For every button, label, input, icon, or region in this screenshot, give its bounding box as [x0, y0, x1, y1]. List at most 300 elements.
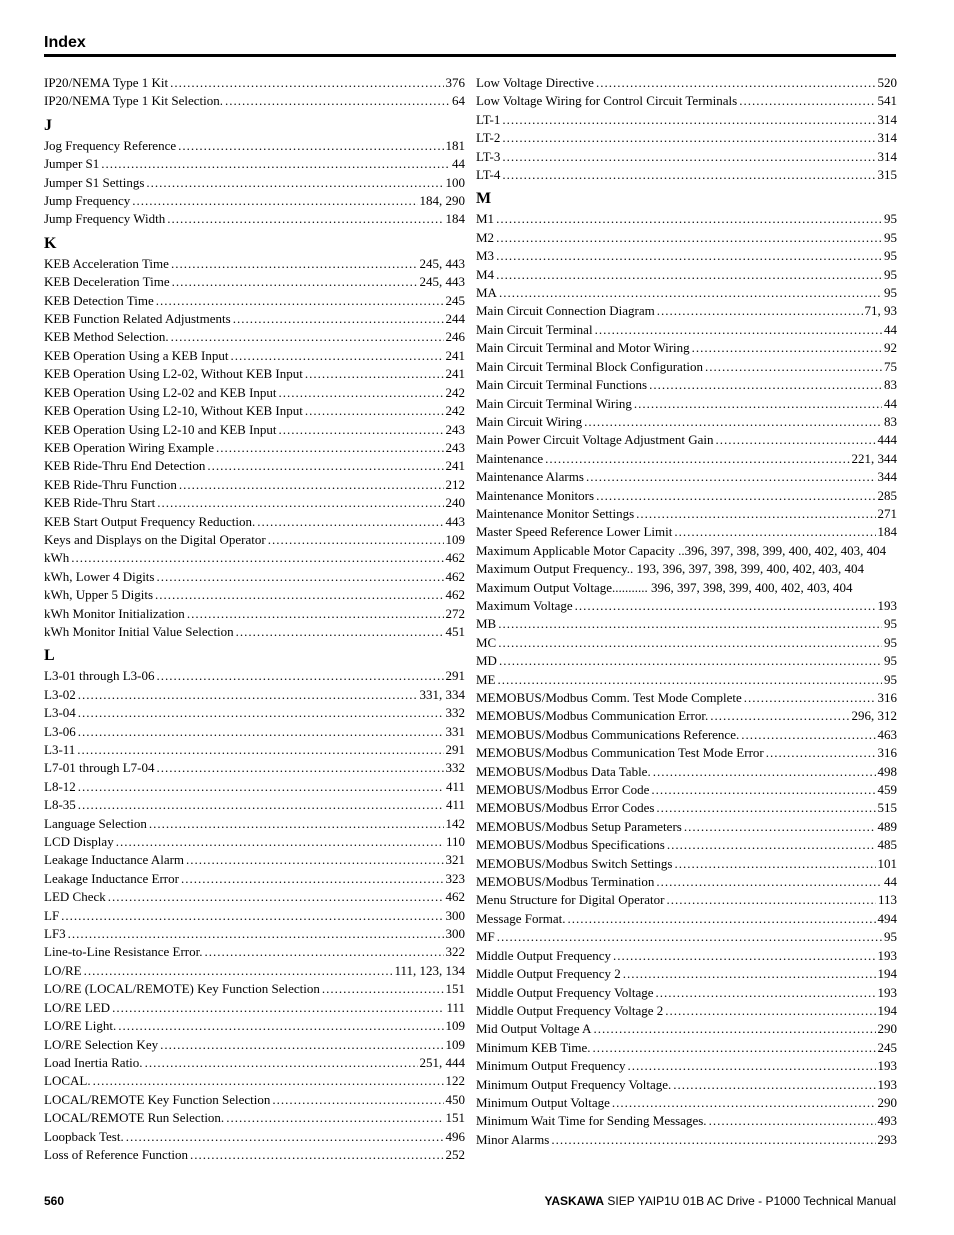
index-term: Middle Output Frequency Voltage — [476, 984, 654, 1000]
index-pages: 246 — [445, 329, 465, 345]
dot-leader — [268, 531, 444, 549]
index-term: Maintenance Monitors — [476, 487, 595, 503]
index-pages: 243 — [445, 421, 465, 437]
index-term: LO/RE Selection Key — [44, 1036, 159, 1052]
dot-leader — [112, 999, 444, 1017]
index-pages: 194 — [877, 1002, 897, 1018]
index-entry — [44, 1091, 465, 1109]
index-entry — [44, 292, 465, 310]
dot-leader — [715, 431, 875, 449]
index-entry — [476, 468, 897, 486]
index-pages: 293 — [877, 1131, 897, 1147]
dot-leader — [593, 1020, 875, 1038]
index-entry — [44, 999, 465, 1017]
dot-leader — [279, 384, 444, 402]
index-entry — [476, 836, 897, 854]
index-term: LT-3 — [476, 148, 501, 164]
dot-leader — [502, 166, 875, 184]
index-pages: 100 — [445, 174, 465, 190]
index-column-right — [476, 74, 897, 1149]
index-entry — [44, 549, 465, 567]
index-term: Minimum Output Frequency Voltage. — [476, 1076, 672, 1092]
index-pages: 321 — [445, 852, 465, 868]
index-entry — [44, 741, 465, 759]
index-term: Main Circuit Wiring — [476, 413, 583, 429]
dot-leader — [628, 1057, 876, 1075]
index-term: Jumper S1 — [44, 156, 100, 172]
index-pages: 95 — [884, 211, 897, 227]
dot-leader — [657, 302, 863, 320]
index-pages: 494 — [877, 910, 897, 926]
index-term: Jog Frequency Reference — [44, 137, 177, 153]
index-entry — [44, 943, 465, 961]
dot-leader — [167, 210, 443, 228]
dot-leader — [77, 741, 443, 759]
index-pages: 151 — [445, 981, 465, 997]
index-entry — [44, 384, 465, 402]
index-entry — [44, 1128, 465, 1146]
index-pages: 242 — [445, 403, 465, 419]
index-term: kWh, Upper 5 Digits — [44, 587, 154, 603]
index-pages: 240 — [445, 495, 465, 511]
index-pages: 194 — [877, 966, 897, 982]
index-entry — [476, 781, 897, 799]
index-pages: 212 — [445, 476, 465, 492]
index-term: Jump Frequency Width — [44, 211, 166, 227]
index-pages: 463 — [877, 726, 897, 742]
index-entry — [44, 92, 465, 110]
index-pages: 101 — [877, 855, 897, 871]
dot-leader — [705, 358, 882, 376]
index-pages: 193 — [877, 1076, 897, 1092]
index-entry — [476, 1131, 897, 1149]
dot-leader — [499, 652, 882, 670]
dot-leader — [674, 523, 875, 541]
index-term: M3 — [476, 248, 495, 264]
dot-leader — [68, 925, 444, 943]
index-entry — [476, 910, 897, 928]
index-entry — [476, 818, 897, 836]
index-term: Message Format. — [476, 910, 566, 926]
dot-leader — [145, 1054, 418, 1072]
index-pages: 451 — [445, 623, 465, 639]
index-term: LF3 — [44, 926, 66, 942]
dot-leader — [502, 148, 875, 166]
index-pages: 95 — [884, 229, 897, 245]
dot-leader — [226, 1109, 443, 1127]
index-term: LO/RE LED — [44, 999, 111, 1015]
index-entry — [44, 273, 465, 291]
index-term: KEB Ride-Thru Start — [44, 495, 156, 511]
dot-leader — [656, 984, 876, 1002]
dot-leader — [187, 605, 444, 623]
index-pages: 241 — [445, 366, 465, 382]
dot-leader — [101, 155, 450, 173]
dot-leader — [709, 1112, 876, 1130]
dot-leader — [172, 273, 418, 291]
index-pages: 109 — [445, 1036, 465, 1052]
index-entry — [476, 1094, 897, 1112]
index-entry — [44, 851, 465, 869]
manual-footer — [544, 1194, 896, 1208]
index-entry — [476, 873, 897, 891]
index-term: L8-35 — [44, 797, 76, 813]
index-term: KEB Operation Using a KEB Input — [44, 347, 229, 363]
index-entry — [476, 1020, 897, 1038]
index-pages: 92 — [884, 340, 897, 356]
dot-leader — [61, 907, 443, 925]
index-entry — [44, 888, 465, 906]
index-entry — [476, 523, 897, 541]
index-term: Keys and Displays on the Digital Operator — [44, 531, 266, 547]
index-term: L8-12 — [44, 778, 76, 794]
dot-leader — [595, 321, 882, 339]
index-pages: 314 — [877, 148, 897, 164]
index-entry — [476, 487, 897, 505]
index-entry — [44, 531, 465, 549]
index-pages: 291 — [445, 742, 465, 757]
index-pages: 462 — [445, 889, 465, 905]
index-term: KEB Operation Using L2-02, Without KEB Input — [44, 366, 303, 382]
index-entry — [44, 402, 465, 420]
index-entry — [44, 796, 465, 814]
index-term: M4 — [476, 266, 495, 282]
index-term: MA — [476, 285, 497, 301]
dot-leader — [651, 781, 875, 799]
dot-leader — [155, 586, 443, 604]
dot-leader — [156, 667, 443, 685]
index-term: Minimum Output Frequency — [476, 1058, 626, 1074]
index-term: Main Circuit Terminal Block Configuration — [476, 358, 704, 374]
index-term: IP20/NEMA Type 1 Kit — [44, 75, 169, 90]
index-term: KEB Acceleration Time — [44, 255, 169, 271]
index-pages: 462 — [445, 550, 465, 566]
index-entry — [44, 1017, 465, 1035]
index-term: KEB Detection Time — [44, 292, 154, 308]
index-pages: 95 — [884, 929, 897, 945]
index-entry — [476, 763, 897, 781]
index-pages: 443 — [445, 513, 465, 529]
dot-leader — [673, 1076, 875, 1094]
index-pages: 444 — [877, 432, 897, 448]
index-entry — [44, 255, 465, 273]
index-pages: 285 — [877, 487, 897, 503]
dot-leader — [596, 74, 876, 92]
index-entry — [476, 726, 897, 744]
section-title: Index — [44, 34, 86, 51]
index-pages: 316 — [877, 745, 897, 761]
index-term: MEMOBUS/Modbus Error Codes — [476, 800, 655, 816]
index-term: LOCAL/REMOTE Run Selection. — [44, 1110, 225, 1126]
dot-leader — [116, 833, 444, 851]
index-term: KEB Ride-Thru Function — [44, 476, 177, 492]
index-term: Maintenance Alarms — [476, 469, 584, 485]
dot-leader — [665, 1002, 875, 1020]
index-entry — [476, 1002, 897, 1020]
dot-leader — [108, 888, 444, 906]
index-pages: 462 — [445, 568, 465, 584]
index-pages: 271 — [877, 505, 897, 521]
index-term: kWh — [44, 550, 70, 566]
index-column-left — [44, 74, 465, 1164]
index-pages: 83 — [884, 377, 897, 393]
index-term: Loss of Reference Function — [44, 1146, 189, 1162]
index-term: MB — [476, 616, 497, 632]
index-pages: 411 — [445, 778, 465, 794]
index-term: Jump Frequency — [44, 193, 131, 209]
dot-leader — [649, 376, 882, 394]
index-pages: 300 — [445, 907, 465, 923]
index-entry — [476, 395, 897, 413]
index-pages: 300 — [445, 926, 465, 942]
index-pages: 184 — [445, 211, 465, 227]
dot-leader — [279, 421, 444, 439]
index-entry — [476, 928, 897, 946]
index-term: KEB Method Selection. — [44, 329, 169, 345]
index-term: MC — [476, 634, 497, 650]
index-term: LED Check — [44, 889, 106, 905]
index-term: LOCAL. — [44, 1073, 91, 1089]
index-entry — [476, 111, 897, 129]
index-entry — [44, 476, 465, 494]
index-pages: 462 — [445, 587, 465, 603]
index-entry — [44, 365, 465, 383]
index-term: MEMOBUS/Modbus Communication Error. — [476, 708, 709, 724]
dot-leader — [225, 92, 450, 110]
index-term: Low Voltage Wiring for Control Circuit Terminals — [476, 93, 738, 109]
index-pages: 450 — [445, 1091, 465, 1107]
index-term: Load Inertia Ratio. — [44, 1054, 143, 1070]
index-term: L3-06 — [44, 723, 76, 739]
index-pages: 315 — [877, 167, 897, 183]
index-term: Mid Output Voltage A — [476, 1021, 592, 1037]
dot-leader — [568, 910, 876, 928]
index-term: Main Circuit Connection Diagram — [476, 303, 655, 319]
index-term: Main Circuit Terminal Wiring — [476, 395, 632, 411]
dot-leader — [126, 1128, 444, 1146]
dot-leader — [78, 723, 444, 741]
index-term: LO/RE (LOCAL/REMOTE) Key Function Selection — [44, 981, 320, 997]
index-pages: 291 — [445, 668, 465, 684]
index-pages: 241 — [445, 458, 465, 474]
index-entry — [476, 358, 897, 376]
index-term: MEMOBUS/Modbus Communications Reference. — [476, 726, 740, 742]
dot-leader — [190, 1146, 443, 1164]
index-entry — [476, 744, 897, 762]
index-entry — [476, 321, 897, 339]
index-pages: 323 — [445, 870, 465, 886]
dot-leader — [575, 597, 876, 615]
index-term: Middle Output Frequency Voltage 2 — [476, 1002, 664, 1018]
index-term: Jumper S1 Settings — [44, 174, 145, 190]
dot-leader — [623, 965, 876, 983]
dot-leader — [586, 468, 876, 486]
index-term: MEMOBUS/Modbus Setup Parameters — [476, 818, 682, 834]
dot-leader — [257, 513, 443, 531]
index-pages: 44 — [884, 321, 897, 337]
index-term: Maximum Output Voltage........... 396, 397, 398, 399, 400, 402, 403, 404 — [476, 579, 853, 595]
index-entry — [476, 450, 897, 468]
index-letter-heading: J — [44, 116, 52, 134]
dot-leader — [181, 870, 444, 888]
dot-leader — [84, 962, 393, 980]
index-term: KEB Operation Wiring Example — [44, 439, 215, 455]
index-entry — [44, 723, 465, 741]
dot-leader — [496, 210, 882, 228]
index-pages: 245, 443 — [419, 274, 465, 290]
index-pages: 193 — [877, 1058, 897, 1074]
index-entry — [476, 247, 897, 265]
index-pages: 245 — [877, 1039, 897, 1055]
index-entry — [44, 494, 465, 512]
index-entry — [44, 870, 465, 888]
index-pages: 251, 444 — [419, 1054, 465, 1070]
index-term: LO/RE — [44, 962, 82, 978]
index-entry — [44, 439, 465, 457]
index-pages: 111, 123, 134 — [394, 962, 465, 978]
index-term: Language Selection — [44, 815, 147, 831]
index-term: IP20/NEMA Type 1 Kit Selection. — [44, 93, 224, 109]
index-term: Minimum KEB Time. — [476, 1039, 591, 1055]
index-entry — [44, 1054, 465, 1072]
index-term: M1 — [476, 211, 495, 227]
dot-leader — [545, 450, 849, 468]
dot-leader — [496, 266, 882, 284]
index-entry — [476, 148, 897, 166]
index-pages: 83 — [884, 413, 897, 429]
index-term: ME — [476, 671, 496, 687]
dot-leader — [739, 92, 875, 110]
dot-leader — [207, 457, 443, 475]
index-pages: 515 — [877, 800, 897, 816]
index-term: KEB Operation Using L2-02 and KEB Input — [44, 384, 277, 400]
index-entry — [44, 623, 465, 641]
index-pages: 252 — [445, 1146, 465, 1162]
index-entry — [44, 457, 465, 475]
index-term: Loopback Test. — [44, 1128, 124, 1144]
index-pages: 290 — [877, 1021, 897, 1037]
dot-leader — [204, 943, 443, 961]
dot-leader — [305, 402, 444, 420]
index-pages: 290 — [877, 1094, 897, 1110]
index-entry — [44, 1072, 465, 1090]
index-entry — [44, 347, 465, 365]
dot-leader — [156, 759, 443, 777]
dot-leader — [78, 778, 444, 796]
index-pages: 110 — [445, 834, 465, 850]
dot-leader — [171, 328, 444, 346]
index-entry — [476, 210, 897, 228]
index-pages: 64 — [452, 93, 465, 109]
dot-leader — [584, 413, 882, 431]
dot-leader — [156, 292, 444, 310]
index-pages: 122 — [445, 1073, 465, 1089]
index-entry — [44, 778, 465, 796]
index-entry — [476, 707, 897, 725]
dot-leader — [272, 1091, 443, 1109]
index-term: KEB Start Output Frequency Reduction. — [44, 513, 256, 529]
index-pages: 95 — [884, 653, 897, 669]
index-pages: 95 — [884, 285, 897, 301]
index-term: MEMOBUS/Modbus Comm. Test Mode Complete — [476, 690, 742, 705]
dot-leader — [178, 137, 443, 155]
index-term: Menu Structure for Digital Operator — [476, 892, 665, 908]
index-entry — [476, 965, 897, 983]
index-entry — [44, 667, 465, 685]
index-entry — [44, 586, 465, 604]
index-entry — [476, 284, 897, 302]
index-pages: 243 — [445, 439, 465, 455]
index-entry — [44, 925, 465, 943]
manual-title: SIEP YAIP1U 01B AC Drive - P1000 Technical Manual — [604, 1194, 896, 1208]
index-term: Low Voltage Directive — [476, 75, 594, 90]
index-term: LF — [44, 907, 60, 923]
index-letter-heading: L — [44, 647, 55, 665]
index-term: Leakage Inductance Error — [44, 870, 179, 886]
dot-leader — [612, 1094, 876, 1112]
dot-leader — [667, 836, 876, 854]
index-entry — [44, 192, 465, 210]
index-entry — [476, 634, 897, 652]
dot-leader — [656, 873, 882, 891]
index-entry — [44, 421, 465, 439]
index-entry — [476, 1039, 897, 1057]
dot-leader — [744, 689, 876, 707]
index-term: LCD Display — [44, 834, 114, 850]
index-term: Minimum Output Voltage — [476, 1094, 610, 1110]
index-entry — [476, 302, 897, 320]
index-entry — [476, 1076, 897, 1094]
index-entry — [44, 907, 465, 925]
index-pages: 181 — [445, 137, 465, 153]
index-pages: 541 — [877, 93, 897, 109]
dot-leader — [322, 980, 444, 998]
index-entry — [476, 579, 897, 597]
index-entry — [476, 166, 897, 184]
index-term: kWh, Lower 4 Digits — [44, 568, 155, 584]
index-pages: 142 — [445, 815, 465, 831]
index-pages: 184 — [877, 524, 897, 540]
index-pages: 241 — [445, 347, 465, 363]
index-letter-heading: K — [44, 234, 57, 252]
index-pages: 245 — [445, 292, 465, 308]
index-entry — [44, 962, 465, 980]
dot-leader — [157, 494, 443, 512]
dot-leader — [499, 284, 882, 302]
index-pages: 314 — [877, 111, 897, 127]
brand-name: YASKAWA — [544, 1194, 605, 1208]
index-term: MEMOBUS/Modbus Termination — [476, 874, 655, 890]
index-pages: 314 — [877, 130, 897, 146]
dot-leader — [656, 799, 875, 817]
index-pages: 411 — [445, 797, 465, 813]
dot-leader — [502, 129, 875, 147]
dot-leader — [636, 505, 875, 523]
dot-leader — [93, 1072, 444, 1090]
index-term: Middle Output Frequency — [476, 947, 612, 963]
index-entry — [44, 137, 465, 155]
index-term: Maintenance — [476, 450, 544, 466]
index-pages: 95 — [884, 616, 897, 632]
index-pages: 242 — [445, 384, 465, 400]
index-entry — [44, 174, 465, 192]
index-term: MEMOBUS/Modbus Switch Settings — [476, 855, 673, 871]
index-entry — [44, 686, 465, 704]
index-pages: 71, 93 — [864, 303, 897, 319]
dot-leader — [78, 796, 444, 814]
dot-leader — [233, 310, 444, 328]
index-term: LOCAL/REMOTE Key Function Selection — [44, 1091, 271, 1107]
